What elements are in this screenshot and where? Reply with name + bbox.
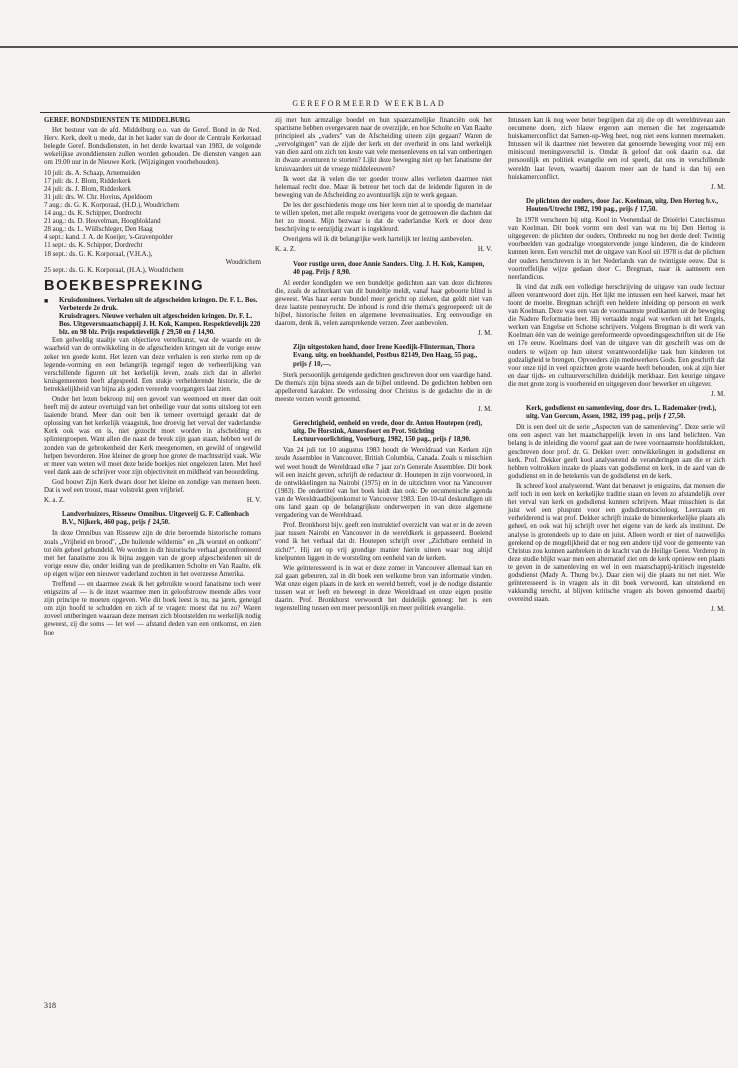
signature-right: J. M. [711,391,725,398]
book-title: Voor rustige uren, door Annie Sanders. Uitg. J. H. Kok, Kampen, 40 pag. Prijs ƒ 8,90. [293,260,485,276]
schedule-item: 10 juli: ds. A. Schaap, Arnemuiden [44,169,141,177]
section-title: GEREF. BONDSDIENSTEN TE MIDDELBURG [44,117,191,124]
signature-right: J. M. [478,330,492,338]
signature [275,406,492,414]
signature-right: H. V. [246,497,261,505]
schedule-item: 14 aug.: ds. K. Schipper, Dordrecht [44,210,142,218]
book-heading [293,420,492,444]
schedule-item: 4 sept.: kand. J. A. de Koeijer, 's-Gravenpolder [44,234,173,242]
schedule-item: 31 juli: drs. W. Chr. Hovius, Apeldoorn [44,193,153,201]
book-title: Kruisdominees. Verhalen uit de afgescheiden kringen. Dr. F. L. Bos. Verbeterde 2e druk. [59,296,258,312]
book-heading [293,261,492,277]
review-paragraph: Ik weet dat ik velen die ter goeder trouw alles verlieten daarmee niet helemaal recht doe. Maar ik betreur het toch dat de leidende figuren in de beweging van de Afscheiding zo avontuurlijk zijn te werk gegaan. [275,175,492,199]
review-paragraph: God bouwt Zijn Kerk dwars door het kleine en zondige van mensen heen. Dat is wel een troost, maar volstrekt geen vrijbrief. [44,478,261,495]
schedule-item: 17 juli: ds. J. Blom, Ridderkerk [44,177,131,185]
header-rule [40,112,730,113]
book-heading [293,344,492,368]
schedule-item: Woudrichem [225,258,261,266]
book-title: Gerechtigheid, eenheid en vrede, door dr. Anton Houtepen (red), uitg. De Horstink, Amersfoort en Prot. Stichting Lectuurvoorlichting, Voorburg, 1982, 150 pag., prijs ƒ 18,90. [293,420,483,444]
review-paragraph: Een gelweldig staaltje van objectieve vertelkunst, wat de waarde en de waarheid van de ontwikkeling in de afgescheiden kringen uit de vorige eeuw zeker ten goede komt. Het lezen van deze verhalen is een sterke rem op de legende-vorming en een belangrijk tegengif tegen de verheerlijking van verschillende figuren uit het kerkelijk leven, zoals zich dat in allerlei kruisgemeenten heeft afgespeeld. Een stukje verhelderende historie, die de betrekkelijkheid van bijna als goden vereerde voorgangers laat zien. [44,337,261,393]
top-border-rule [0,46,738,48]
book-entry [44,297,261,337]
schedule-item: 21 aug.: ds. D. Heuvelman, Hoogblokland [44,218,161,226]
review-paragraph: Wie geïnteresseerd is in wat er deze zomer in Vancouver allemaal kan en zal gaan gebeuren, zal in dit boek een welkome bron van informatie vinden. Wat onze eigen plaats in de kerk en wereld betreft, voel je de nodige distantie tussen wat er leeft en beweegt in deze Wereldraad en onze eigen positie daarin. Prof. Bronkhorst verwoordt het duidelijk genoeg: het is een tegenstelling tussen een meer persoonlijk en meer politiek evangelie. [275,564,492,613]
review-paragraph: Van 24 juli tot 10 augustus 1983 houdt de Wereldraad van Kerken zijn zesde Assemblee in Vancouver, British Columbia, Canada. Zoals u misschien wel weet houdt de Wereldraad elke 7 jaar zo'n Generale Assemblee. Dit boek wil een inzicht geven, schrijft de redacteur dr. Houtepen in zijn voorwoord, in de ontwikkelingen na Nairobi (1975) en in de uitzichten voor na Vancouver (1983). De ondertitel van het boek luidt dan ook: De oecumenische agenda van de Wereldraadbijeenkomst te Vancouver 1983. Een 10-tal deskundigen uit ons land gaan op de belangrijkste onderwerpen in van deze algemene vergadering van de Wereldraad. [275,447,492,520]
signature-right: H. V. [477,246,492,254]
signature [275,246,492,254]
review-paragraph: Ik vind dat zulk een volledige herschrijving de uitgave van oude lectuur alleen verantwoord doet zijn. Het lijkt me intussen een heel karwei, maar het loont de moeite. Bregman schrijft een heldere inleiding op persoon en werk van Koelman. Deze was een van de voornaamste predikanten uit de beweging die Nadere Reformatie heet. Hij vertaalde nogal wat werken uit het Engels, werken van Engelse en Schotse schrijvers. Volgens Bregman is dit werk van Koelman één van de weinige gereformeerde opvoedingsgeschriften uit de 16e en 17e eeuw. Koelmans doel van de uitgave van dit geschrift was om de ouders te wijzen op hun uiterst verantwoordelijke taak hun kinderen tot godzaligheid te brengen. Opvoeders zijn medewerkers Gods. Een geschrift dat voor onze tijd in veel opzichten grote waarde heeft behouden, ook al zijn hier en daar tijds- en cultuurverschillen duidelijk merkbaar. Een keurige uitgave die met grote zorg is voorbereid en uitgegeven door bewerker en uitgever. [508,283,725,388]
square-bullet-icon: ■ [44,296,49,305]
book-title: De plichten der ouders, door Jac. Koelman, uitg. Den Hertog b.v., Houten/Utrecht 1982, 190 pag., prijs ƒ 17,50. [526,197,719,213]
running-header: GEREFORMEERD WEEKBLAD [292,99,446,108]
book-title: Kruisdragers. Nieuwe verhalen uit afgescheiden kringen. Dr. F. L. Bos. Uitgeversmaatschappij J. H. Kok, Kampen. Respektievelijk 220 blz. en 98 blz. Prijs respektievelijk ƒ 29,50 en ƒ 14,90. [59,313,261,337]
signature [275,330,492,338]
book-heading [62,511,261,527]
column-1 [44,117,261,640]
review-paragraph: Onder het lezen bekroop mij een gevoel van weemoed en meer dan ooit heeft mij de auteur overtuigd van het onheilige vuur dat soms uitsloeg tot een laaiende brand. Meer dan ooit ben ik temeer overtuigd geraakt dat de oplossing van het kerkelijk vraagstuk, hoe droevig het verval der vaderlandse Kerk ook was en is, niet gezocht moet worden in afscheiding en splintergroepen. Want allen die naast de breuk zijn gaan staan, hebben wel de zonden van de gebrokenheid der Kerk meegenomen, en gewild of ongewild helpen bevorderen. Hoe kleiner de groep hoe groter de machtsstrijd vaak. Wie er meer van weten wil moet deze beide boekjes niet ongelezen laten. Met heel veel dank aan de schrijver voor zijn objectiviteit en mildheid van beoordeling. [44,396,261,476]
schedule-item: 25 sept.: ds. G. K. Korporaal, (H.A.), Woudrichem [44,266,184,274]
book-title: Zijn uitgestoken hand, door Irene Koedijk-Flinterman, Thora Evang. uitg. en boekhandel, Postbus 82149, Den Haag, 55 pag., prijs ƒ 10,—. [293,344,478,368]
schedule-item: 11 sept.: ds. K. Schipper, Dordrecht [44,242,143,250]
column-3 [508,117,725,620]
book-heading [526,198,725,214]
review-paragraph: De les der geschiedenis moge ons hier leren niet al te spoedig de martelaar te willen spelen, met alle respekt overigens voor de getrouwen die dachten dat het zo moest. Mijn bezwaar is dat de vaderlandse Kerk er door deze beschrijving te eenzijdig zwart is ingekleurd. [275,201,492,234]
service-schedule [44,170,261,275]
signature [508,184,725,192]
boekbespreking-title: BOEKBESPREKING [44,277,205,294]
intro-paragraph: Het bestuur van de afd. Middelburg e.o. van de Geref. Bond in de Ned. Herv. Kerk, deelt u mede, dat in het kader van de door de Centrale Kerkeraad belegde Geref. Bondsdiensten, in het derde kwartaal van 1983, de volgende wekelijkse avonddiensten zullen worden gehouden. De diensten vangen aan om 19.00 uur in de Nieuwe Kerk. (Wijzigingen voorbehouden). [44,127,261,167]
review-paragraph: In 1978 verscheen bij uitg. Kool in Veenendaal de Drieërlei Catechismus van Koelman. Dit boek vormt een deel van wat nu bij Den Hertog is uitgegeven: de plichten der ouders. Ontbreekt nu nog het derde deel: Twintig voorbeelden van godzalige vroegstervende jonge kinderen, die de kinderen kunnen leren. Een verschil met de uitgave van Kool uit 1978 is dat de plichten der ouders herschreven is in het Nederlands van de twintigste eeuw. Dat is voortreffelijke wijze gedaan door C. Bregman, naar ik aanneem een neerlandicus. [508,217,725,281]
review-paragraph: Dit is een deel uit de serie „Aspecten van de samenleving". Deze serie wil ons een aspect van het maatschappelijk leven in ons land belichten. Van belang is de inleiding die voorof gaat aan de twee voornaamste hoofdstukken, geschreven door prof. dr. G. Dekker over: ontwikkelingen in godsdienst en kerk. Prof. Dekker geeft kool analyserend de veranderingen aan die er zich hebben voltrokken inzake de plaats van godsdienst en kerk, in de aard van de godsdienst en in de betekenis van de godsdienst en de kerk. [508,424,725,480]
schedule-item: 7 aug.: ds. G. K. Korporaal, (H.D.), Woudrichem [44,201,179,209]
book-title: Landverhuizers, Risseuw Omnibus. Uitgeverij G. F. Callenbach B.V., Nijkerk, 460 pag., prijs ƒ 24,50. [62,511,249,527]
schedule-item: 18 sept.: ds. G. K. Korporaal, (V.H.A.), [44,250,153,258]
signature-left: K. a. Z. [275,246,296,254]
book-heading [526,405,725,421]
review-paragraph: Ik schreef kool analyserend. Want dat benauwt je enigszins, dat mensen die zelf toch in een kerk en kerkelijke traditie staan en leven zo afstandelijk over het verval van kerk en godsdienst kunnen schrijven. Maar misschien is dat juist wel een pluspunt voor een godsdienstsocioloog. Leerzaam en verhelderend is wat prof. Dekker schrijft inzake de binnenkerkelijke plaats als geheel, en ook wat hij schrijft over het eigene van de kerk als instituut. De analyse is grotendeels up to date en juist. Alleen wordt er niet of nauwelijks gerekend op de mogelijkheid dat er nog een andere tijd voor de gemeente van Christus zou kunnen aanbreken in de kracht van de Heilige Geest. Verderop in deze studie blijkt waar men een alternatief ziet om de kerk opnieuw een plaats te geven in de samenleving en wel in een maatschappij-kritisch ingestelde godsdienst (Mady A. Thung bv.). Daar zien wij die plaats nu net niet. Wie geïnteresseerd is in vragen als in dit boek verwoord, kan uitstekend en vakkundig terecht, al blijven kritische vragen als boven genoemd daarbij overeind staan. [508,482,725,604]
review-paragraph: zij met hun armzalige boedel en hun spaarzamelijke financiën ook het spartisme hebben overgevaren naar de overzijde, en hoe Scholte en Van Raalte principieel als „vaders" van de Afscheiding uiteen zijn gegaan? Waren de „vervolgingen" van de zijde der kerk en der overheid in ons land werkelijk van dien aard om zich ten koste van vele mensenlevens en tal van ontberingen in dwaze avonturen te storten? Lijkt deze beweging niet op het fanatisme der kruisvaarders uit de vroege middeleeuwen? [275,117,492,173]
signature-right: J. M. [478,406,492,413]
schedule-item: 24 juli: ds. J. Blom, Ridderkerk [44,185,131,193]
review-paragraph: Prof. Bronkhorst bijv. geeft een instruktief overzicht van wat er in de zeven jaar tussen Nairobi en Vancouver in de wereldkerk is gepasseerd. Boeiend vond ik het verhaal dat dr. Houtepen schrijft over „Zichtbare eenheid in zicht?". Hij zet op vrij grondige manier hierin uiteen waar nog altijd knelpunten liggen in de worsteling om eenheid van de kerken. [275,522,492,562]
signature-left: K. a. Z. [44,497,65,505]
schedule-item: 28 aug.: ds. L. Wüllschleger, Den Haag [44,226,153,234]
signature-right: J. M. [711,606,725,614]
review-paragraph: Overigens wil ik dit belangrijke werk hartelijk ter lezing aanbevelen. [283,236,473,244]
review-paragraph: Al eerder kondigden we een bundeltje gedichten aan van deze dichteres die, zoals de achterkant van dit bundeltje meldt, vanaf haar geboorte blind is geweest. Was haar eerste bundel meer gericht op zieken, dat geldt niet van deze laatste penneyrucht. De inhoud is rond drie thema's gegroepeerd: uit de bijbel, historische feiten en algemene levenssituaties. Erg eenvoudige en daarom, denk ik, velen aansprekende verzen. Zeer aanbevolen. [275,279,492,328]
signature [508,606,725,614]
signature [44,497,261,505]
signature-right: J. M. [711,183,725,191]
review-paragraph: Intussen kan ik nog weer beter begrijpen dat zij die op dit wereldniveau aan oecumene doen, zich blauw ergeren aan mensen die het zogenaamde huiskamerconflict dat Samen-op-Weg heet, nog niet eens kunnen meemaken. Intussen wil ik daarmee niet beweren dat genoemde beweging voor mij een miniscuul meningsverschil is. Omdat ik geloof dat ook daarin o.a. dat persoonlijk en politiek evangelie een rol speelt, dat ons in verschillende wereldn laat leven, waarbij daarom meer aan de hand is dan bij een huiskamerconflict. [508,117,725,181]
review-paragraph: Sterk persoonlijk getuigende gedichten geschreven door een vaardige hand. De thema's zijn bijna steeds aan de bijbel ontleend. De gedichten hebben een appellerend karakter. De verlossing door Christus is de gedachte die in de meeste verzen wordt genoemd. [275,371,492,403]
page-number: 318 [44,1001,56,1010]
column-2 [275,117,492,615]
review-paragraph: In deze Omnibus van Risseuw zijn de drie beroemde historische romans zoals „Vrijheid en brood", „De huilende wildernis" en „Ik worstel en ontkom" tot één geheel gebundeld. We worden in dit historische verhaal geconfronteerd met het fanatisme zou ik bijna zeggen van de groep afgescheidenen uit de vorige eeuw die, onder leiding van de predikanten Scholte en Van Raalte, elk op eigen wijze een nieuwer vaderland zochten in het overzeese Amerika. [44,530,261,578]
book-title: Kerk, godsdienst en samenleving, door drs. L. Rademaker (red.), uitg. Van Gorcum, Assen, 1982, 199 pag., prijs ƒ 27,50. [526,405,717,421]
signature [508,391,725,399]
review-paragraph: Treffend — en daarmee zwak ik het gebruikte woord fanatisme toch weer enigszins af — is de inzet waarmee men in geloofstrouw meende alles voor zijn principe te moeten opgeven. Wie dit boek leest is nu, na jaren, geneigd om zijn hoofd te schudden en zich af te vragen: moest dat nu zo? Waren zoveel ontberingen waaraan deze mensen zich blootstelden nu werkelijk nodig geweest, zij die soms — let wel — afstand deden van een ontkomst, en zien hoe [44,580,261,637]
